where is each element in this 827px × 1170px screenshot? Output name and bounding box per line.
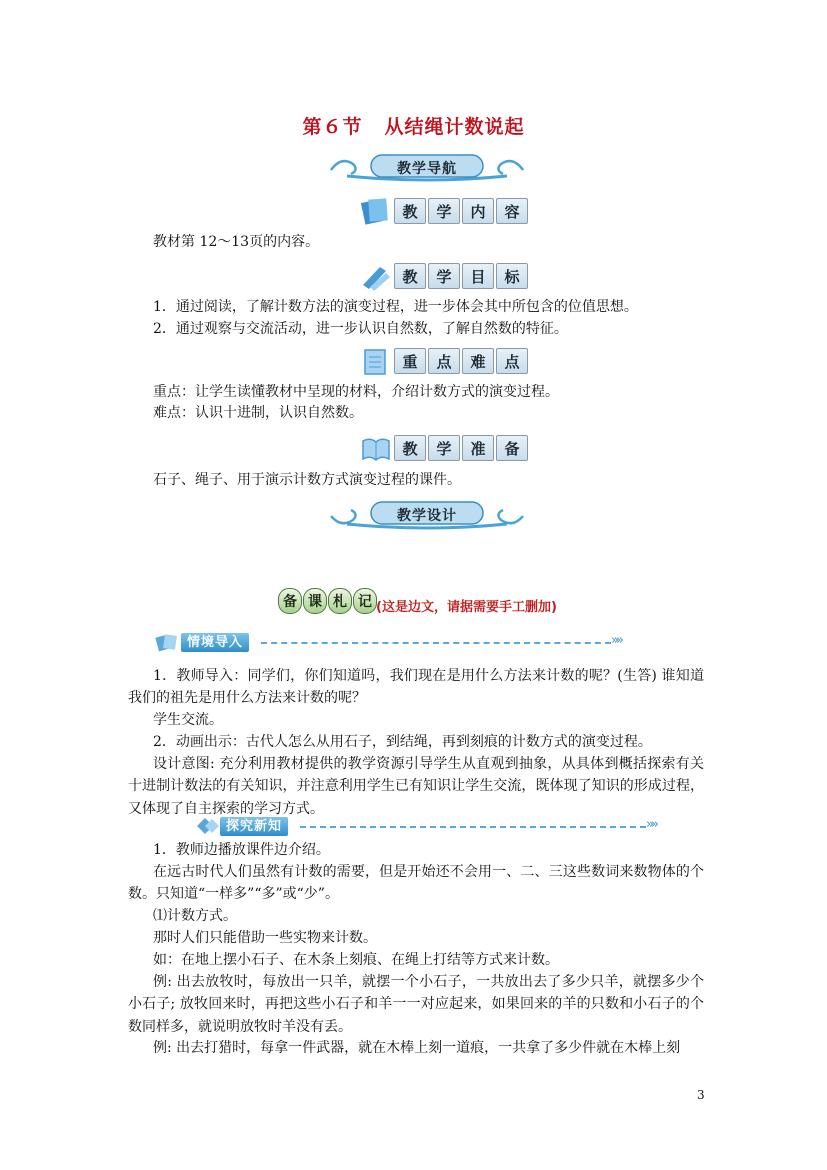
explore-paragraph-7: 例: 出去打猎时，每拿一件武器，就在木棒上刻一道痕，一共拿了多少件就在木棒上刻	[153, 1040, 681, 1056]
explore-tag	[194, 814, 664, 838]
explore-paragraph-3: ⑴计数方式。	[153, 908, 237, 924]
design-intent: 设计意图: 充分利用教材提供的教学资源引导学生从直观到抽象，从具体到概括探索有关十进制计数法的有关知识，并注意利用学生已有知识让学生交流，既体现了知识的形成过程，又体现了自主探索的学习方式。	[128, 756, 704, 817]
open-book-icon	[360, 433, 392, 463]
heading-char: 点	[496, 348, 528, 374]
key-point-line: 重点：让学生读懂教材中呈现的材料，介绍计数方式的演变过程。	[153, 384, 559, 400]
difficulty-line: 难点：认识十进制，认识自然数。	[153, 405, 363, 421]
memo-char: 记	[353, 588, 377, 614]
double-chevron-icon: »»	[646, 817, 656, 832]
intro-paragraph-3: 2．动画出示：古代人怎么从用石子，到结绳，再到刻痕的计数方式的演变过程。	[153, 734, 652, 750]
explore-paragraph-1: 1．教师边播放课件边介绍。	[153, 842, 330, 858]
goal-line-1: 1．通过阅读，了解计数方法的演变过程，进一步体会其中所包含的位值思想。	[153, 299, 638, 315]
memo-char: 课	[303, 588, 327, 614]
explore-paragraph-4: 那时人们只能借助一些实物来计数。	[153, 930, 377, 946]
heading-char: 难	[462, 348, 494, 374]
intro-paragraph-2: 学生交流。	[153, 712, 223, 728]
heading-char: 学	[428, 435, 460, 461]
page-title	[0, 112, 827, 139]
heading-char: 目	[462, 263, 494, 289]
section-name: 从结绳计数说起	[384, 116, 525, 138]
guide-banner-label: 教学导航	[397, 161, 457, 177]
notebook-icon	[360, 346, 392, 376]
design-banner	[327, 498, 527, 532]
tag-divider	[261, 642, 611, 644]
heading-char: 备	[496, 435, 528, 461]
heading-char: 学	[428, 198, 460, 224]
content-text: 教材第 12～13页的内容。	[153, 234, 320, 250]
guide-banner	[327, 150, 527, 184]
lesson-notes-heading	[278, 588, 557, 622]
heading-char: 标	[496, 263, 528, 289]
memo-char: 札	[328, 588, 352, 614]
books-icon	[155, 630, 181, 654]
double-chevron-icon: »»	[611, 633, 621, 648]
margin-note: (这是边文，请据需要手工删加)	[376, 600, 557, 615]
heading-char: 教	[394, 263, 426, 289]
prep-text: 石子、绳子、用于演示计数方式演变过程的课件。	[153, 472, 461, 488]
section-number: 第６节	[302, 116, 363, 138]
heading-char: 教	[394, 198, 426, 224]
heading-char: 内	[462, 198, 494, 224]
intro-tag-label: 情境导入	[181, 633, 249, 652]
intro-paragraph-1: 1．教师导入：同学们，你们知道吗，我们现在是用什么方法来计数的呢？(生答) 谁知道我们的祖先是用什么方法来计数的呢？	[128, 668, 704, 707]
explore-tag-label: 探究新知	[220, 817, 288, 836]
design-banner-label: 教学设计	[397, 508, 457, 524]
heading-char: 重	[394, 348, 426, 374]
heading-char: 准	[462, 435, 494, 461]
explore-paragraph-2: 在远古时代人们虽然有计数的需要，但是开始还不会用一、二、三这些数词来数物体的个数。只知道“一样多”“多”或“少”。	[128, 864, 704, 903]
heading-char: 学	[428, 263, 460, 289]
explore-paragraph-5: 如：在地上摆小石子、在木条上刻痕、在绳上打结等方式来计数。	[153, 952, 559, 968]
heading-char: 教	[394, 435, 426, 461]
intro-tag	[155, 630, 625, 654]
diamond-icon	[194, 814, 220, 838]
heading-char: 点	[428, 348, 460, 374]
heading-char: 容	[496, 198, 528, 224]
pencils-icon	[360, 261, 392, 291]
goal-line-2: 2．通过观察与交流活动，进一步认识自然数，了解自然数的特征。	[153, 321, 568, 337]
tag-divider	[300, 826, 646, 828]
memo-char: 备	[278, 588, 302, 614]
books-icon	[360, 196, 392, 226]
explore-paragraph-6: 例: 出去放牧时，每放出一只羊，就摆一个小石子，一共放出去了多少只羊，就摆多少个小石子; 放牧回来时，再把这些小石子和羊一一对应起来，如果回来的羊的只数和小石子的个数同样多，就说明放牧时羊没有丢。	[128, 974, 704, 1035]
page-number: 3	[697, 1088, 705, 1102]
